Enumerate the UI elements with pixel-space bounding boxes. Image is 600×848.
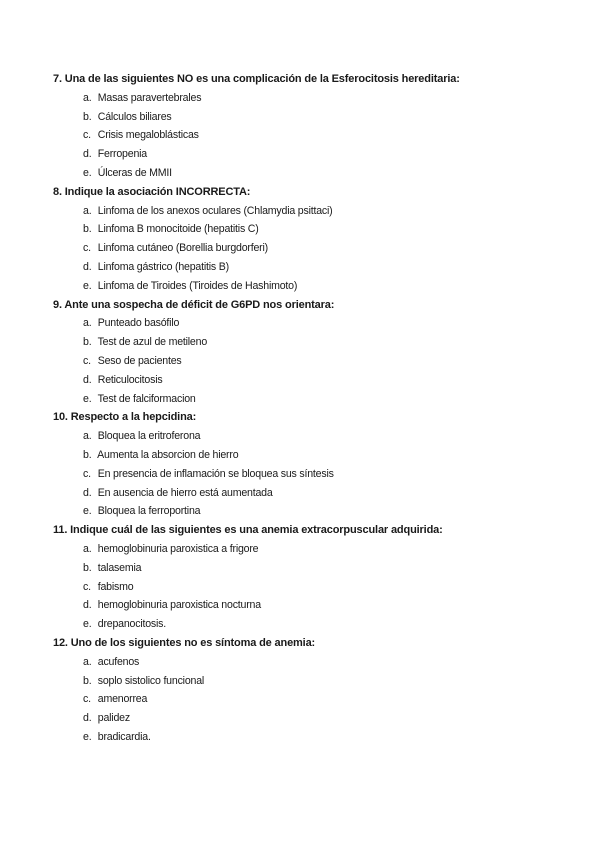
option-text: fabismo xyxy=(97,580,134,593)
answer-option xyxy=(83,559,573,578)
option-text: Cálculos biliares xyxy=(97,110,172,123)
option-letter: d. xyxy=(83,712,92,725)
option-letter: a. xyxy=(83,430,92,443)
option-letter: a. xyxy=(83,317,92,330)
option-letter: c. xyxy=(83,354,91,367)
answer-option xyxy=(83,202,573,221)
question-list xyxy=(53,70,573,747)
option-letter: c. xyxy=(83,129,91,142)
option-list xyxy=(53,89,573,183)
option-letter: e. xyxy=(83,279,92,292)
option-list xyxy=(53,202,573,296)
answer-option xyxy=(83,314,573,333)
answer-option xyxy=(83,672,573,691)
question-title: 12. Uno de los siguientes no es síntoma de anemia: xyxy=(53,636,316,649)
option-text: Punteado basófilo xyxy=(97,317,180,330)
option-text: Linfoma B monocitoide (hepatitis C) xyxy=(97,223,259,236)
question-title: 7. Una de las siguientes NO es una complicación de la Esferocitosis hereditaria: xyxy=(53,73,460,85)
option-letter: a. xyxy=(83,655,92,668)
answer-option xyxy=(83,615,573,634)
answer-option xyxy=(83,728,573,747)
option-letter: b. xyxy=(83,674,92,687)
answer-option xyxy=(83,484,573,503)
answer-option xyxy=(83,277,573,296)
option-letter: e. xyxy=(83,730,92,743)
option-list xyxy=(53,314,573,408)
question-6 xyxy=(53,634,573,747)
option-text: Test de azul de metileno xyxy=(97,336,208,349)
option-text: Crisis megaloblásticas xyxy=(97,129,199,142)
option-text: Seso de pacientes xyxy=(97,354,182,367)
answer-option xyxy=(83,653,573,672)
answer-option xyxy=(83,390,573,409)
option-text: En presencia de inflamación se bloquea sus síntesis xyxy=(97,467,334,480)
option-text: Ferropenia xyxy=(97,148,147,161)
option-text: Masas paravertebrales xyxy=(97,91,202,104)
question-2 xyxy=(53,183,573,296)
option-text: soplo sistolico funcional xyxy=(97,674,205,687)
answer-option xyxy=(83,220,573,239)
answer-option xyxy=(83,89,573,108)
question-4 xyxy=(53,408,573,521)
option-list xyxy=(53,653,573,747)
option-text: Linfoma gástrico (hepatitis B) xyxy=(97,260,229,273)
answer-option xyxy=(83,427,573,446)
answer-option xyxy=(83,352,573,371)
question-5 xyxy=(53,521,573,634)
option-letter: d. xyxy=(83,260,92,273)
option-letter: a. xyxy=(83,91,92,104)
answer-option xyxy=(83,371,573,390)
answer-option xyxy=(83,540,573,559)
answer-option xyxy=(83,108,573,127)
option-text: Linfoma de los anexos oculares (Chlamydia psittaci) xyxy=(97,204,333,217)
option-text: bradicardia. xyxy=(97,730,151,743)
option-text: amenorrea xyxy=(97,693,148,706)
option-letter: c. xyxy=(83,580,91,593)
option-letter: d. xyxy=(83,599,92,612)
option-text: drepanocitosis. xyxy=(97,618,167,631)
question-title: 8. Indique la asociación INCORRECTA: xyxy=(53,185,251,198)
answer-option xyxy=(83,164,573,183)
option-letter: b. xyxy=(83,448,92,461)
answer-option xyxy=(83,145,573,164)
option-text: talasemia xyxy=(97,561,142,574)
option-text: palidez xyxy=(97,712,130,725)
option-text: Bloquea la eritroferona xyxy=(97,430,201,443)
option-letter: b. xyxy=(83,110,92,123)
option-text: En ausencia de hierro está aumentada xyxy=(97,486,273,499)
option-letter: e. xyxy=(83,618,92,631)
option-list xyxy=(53,540,573,634)
option-letter: c. xyxy=(83,242,91,255)
option-letter: c. xyxy=(83,467,91,480)
option-text: acufenos xyxy=(97,655,140,668)
option-letter: a. xyxy=(83,542,92,555)
option-text: hemoglobinuria paroxistica a frigore xyxy=(97,542,259,555)
option-letter: d. xyxy=(83,148,92,161)
option-text: Linfoma de Tiroides (Tiroides de Hashimoto) xyxy=(97,279,298,292)
answer-option xyxy=(83,596,573,615)
question-3 xyxy=(53,296,573,409)
option-letter: e. xyxy=(83,166,92,179)
option-letter: b. xyxy=(83,561,92,574)
answer-option xyxy=(83,239,573,258)
option-letter: a. xyxy=(83,204,92,217)
option-letter: c. xyxy=(83,693,91,706)
option-letter: d. xyxy=(83,373,92,386)
option-text: Aumenta la absorcion de hierro xyxy=(97,448,239,461)
option-list xyxy=(53,427,573,521)
option-letter: d. xyxy=(83,486,92,499)
option-text: Reticulocitosis xyxy=(97,373,163,386)
option-text: Bloquea la ferroportina xyxy=(97,505,201,518)
answer-option xyxy=(83,333,573,352)
option-text: hemoglobinuria paroxistica nocturna xyxy=(97,599,261,612)
option-letter: b. xyxy=(83,336,92,349)
option-text: Linfoma cutáneo (Borellia burgdorferi) xyxy=(97,242,268,255)
question-title: 9. Ante una sospecha de déficit de G6PD nos orientara: xyxy=(53,298,335,311)
question-title: 11. Indique cuál de las siguientes es una anemia extracorpuscular adquirida: xyxy=(53,524,443,537)
option-text: Úlceras de MMII xyxy=(97,166,172,179)
option-letter: e. xyxy=(83,505,92,518)
answer-option xyxy=(83,709,573,728)
answer-option xyxy=(83,446,573,465)
answer-option xyxy=(83,465,573,484)
question-title: 10. Respecto a la hepcidina: xyxy=(53,411,197,424)
answer-option xyxy=(83,502,573,521)
question-1 xyxy=(53,70,573,183)
option-letter: b. xyxy=(83,223,92,236)
option-text: Test de falciformacion xyxy=(97,392,196,405)
answer-option xyxy=(83,578,573,597)
answer-option xyxy=(83,690,573,709)
answer-option xyxy=(83,126,573,145)
option-letter: e. xyxy=(83,392,92,405)
answer-option xyxy=(83,258,573,277)
